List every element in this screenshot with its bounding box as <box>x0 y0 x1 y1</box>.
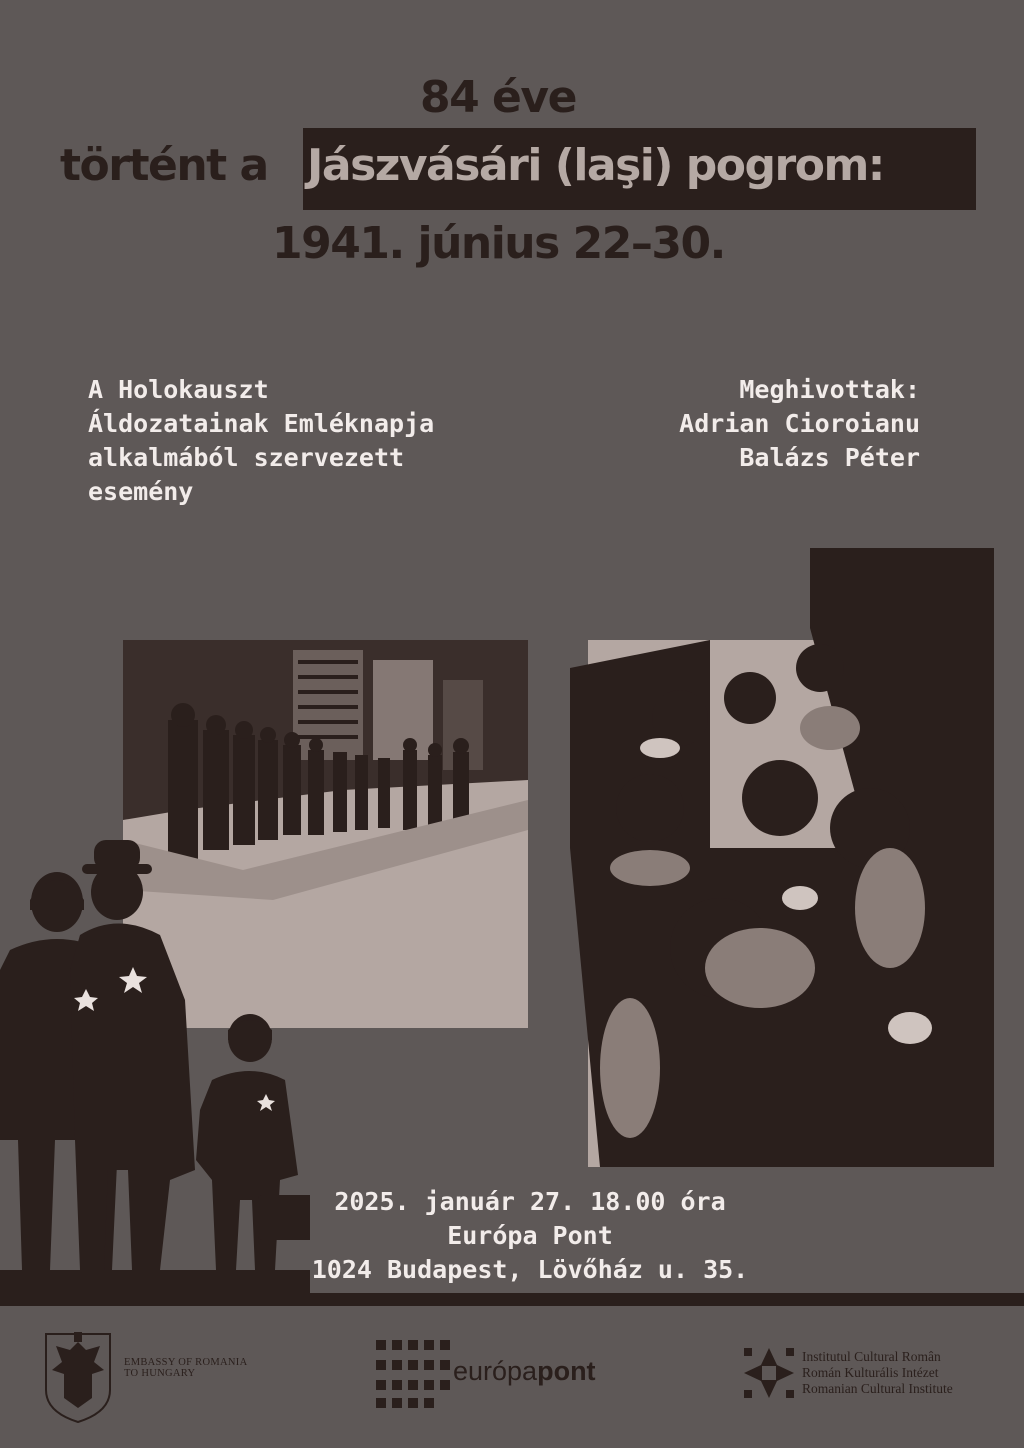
event-details <box>300 1185 760 1287</box>
event-venue: Európa Pont <box>447 1221 613 1250</box>
occasion-line: alkalmából szervezett <box>88 443 405 472</box>
icr-name-line: Román Kulturális Intézet <box>802 1365 939 1380</box>
invited-label: Meghivottak: <box>739 375 920 404</box>
event-datetime: 2025. január 27. 18.00 óra <box>334 1187 726 1216</box>
embassy-logo-text <box>124 1357 247 1379</box>
historical-photo-crowd <box>570 548 994 1168</box>
footer-divider <box>0 1293 1024 1306</box>
occasion-text <box>88 373 434 509</box>
title-line-1: 84 éve <box>420 72 576 123</box>
guest-name: Adrian Cioroianu <box>679 409 920 438</box>
europa-pont-light: európa <box>453 1356 538 1386</box>
invited-guests <box>679 373 920 475</box>
family-silhouette-illustration <box>0 840 310 1295</box>
occasion-line: Áldozatainak Emléknapja <box>88 409 435 438</box>
title-line-2-highlight: Jászvásári (laşi) pogrom: <box>307 140 884 191</box>
title-line-3: 1941. június 22–30. <box>272 218 725 269</box>
europa-pont-grid-icon <box>376 1340 450 1410</box>
event-address: 1024 Budapest, Lövőház u. 35. <box>311 1255 749 1284</box>
europa-pont-bold: pont <box>537 1356 596 1386</box>
europa-pont-logo-text <box>453 1356 596 1387</box>
icr-logo-text <box>802 1349 953 1397</box>
romanian-cultural-institute-icon <box>744 1348 794 1398</box>
occasion-line: A Holokauszt <box>88 375 269 404</box>
embassy-name-line: TO HUNGARY <box>124 1368 196 1379</box>
guest-name: Balázs Péter <box>739 443 920 472</box>
title-highlight-box <box>303 128 976 210</box>
embassy-name-line: EMBASSY OF ROMANIA <box>124 1357 248 1368</box>
icr-name-line: Romanian Cultural Institute <box>802 1381 953 1396</box>
occasion-line: esemény <box>88 477 194 506</box>
title-line-2-prefix: történt a <box>60 140 268 191</box>
icr-name-line: Institutul Cultural Român <box>802 1349 941 1364</box>
romanian-coat-of-arms-icon <box>42 1328 114 1424</box>
